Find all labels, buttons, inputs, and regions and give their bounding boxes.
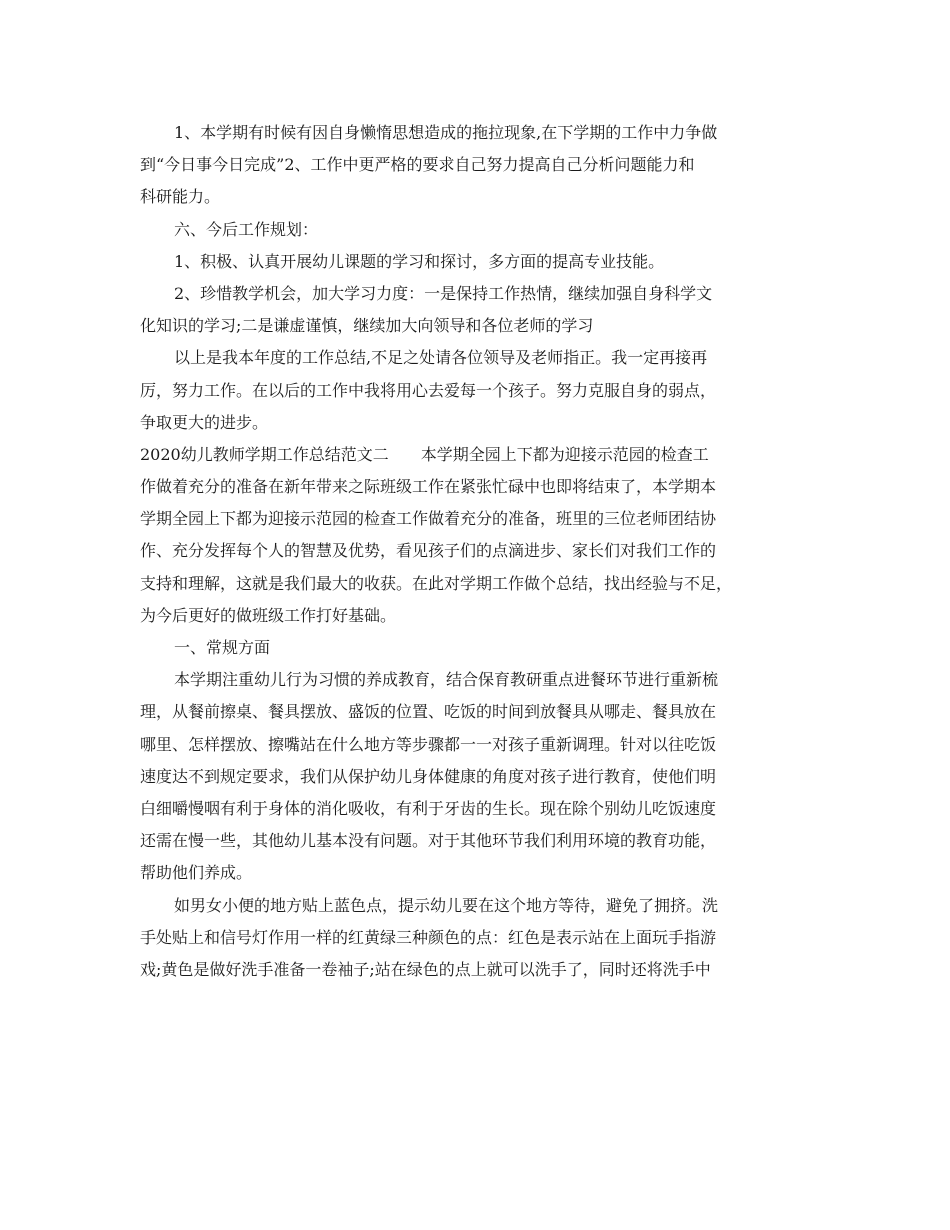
paragraph-line: 1、积极、认真开展幼儿课题的学习和探讨，多方面的提高专业技能。 xyxy=(174,251,665,271)
paragraph-line: 速度达不到规定要求，我们从保护幼儿身体健康的角度对孩子进行教育，使他们明 xyxy=(140,766,717,786)
paragraph-line: 哪里、怎样摆放、擦嘴站在什么地方等步骤都一一对孩子重新调理。针对以往吃饭 xyxy=(140,734,717,754)
paragraph-line: 支持和理解，这就是我们最大的收获。在此对学期工作做个总结，找出经验与不足， xyxy=(140,573,733,593)
paragraph-line: 2、珍惜教学机会，加大学习力度：一是保持工作热情，继续加强自身科学文 xyxy=(174,283,713,303)
paragraph-line: 帮助他们养成。 xyxy=(140,863,253,883)
paragraph-line: 白细嚼慢咽有利于身体的消化吸收，有利于牙齿的生长。现在除个别幼儿吃饭速度 xyxy=(140,798,717,818)
paragraph-line: 本学期注重幼儿行为习惯的养成教育，结合保育教研重点进餐环节进行重新梳 xyxy=(174,670,719,690)
paragraph-line: 厉，努力工作。在以后的工作中我将用心去爱每一个孩子。努力克服自身的弱点， xyxy=(140,380,717,400)
paragraph-line: 学期全园上下都为迎接示范园的检查工作做着充分的准备，班里的三位老师团结协 xyxy=(140,509,717,529)
paragraph-line: 到“今日事今日完成”2、工作中更严格的要求自己努力提高自己分析问题能力和 xyxy=(140,155,695,175)
paragraph-line: 戏;黄色是做好洗手准备一卷袖子;站在绿色的点上就可以洗手了，同时还将洗手中 xyxy=(140,959,711,979)
paragraph-line: 化知识的学习;二是谦虚谨慎，继续加大向领导和各位老师的学习 xyxy=(140,316,594,336)
paragraph-line: 为今后更好的做班级工作打好基础。 xyxy=(140,605,397,625)
paragraph-line: 如男女小便的地方贴上蓝色点，提示幼儿要在这个地方等待，避免了拥挤。洗 xyxy=(174,895,719,915)
paragraph-line: 手处贴上和信号灯作用一样的红黄绿三种颜色的点：红色是表示站在上面玩手指游 xyxy=(140,927,717,947)
paragraph-line: 1、本学期有时候有因自身懒惰思想造成的拖拉现象,在下学期的工作中力争做 xyxy=(174,123,718,142)
paragraph-line: 作做着充分的准备在新年带来之际班级工作在紧张忙碌中也即将结束了，本学期本 xyxy=(140,477,717,497)
paragraph-line: 争取更大的进步。 xyxy=(140,412,269,432)
paragraph-line: 2020幼儿教师学期工作总结范文二 本学期全园上下都为迎接示范园的检查工 xyxy=(140,444,709,464)
paragraph-line: 还需在慢一些，其他幼儿基本没有问题。对于其他环节我们利用环境的教育功能， xyxy=(140,831,717,851)
section-heading: 一、常规方面 xyxy=(174,638,271,657)
paragraph-line: 作、充分发挥每个人的智慧及优势，看见孩子们的点滴进步、家长们对我们工作的 xyxy=(140,541,717,561)
paragraph-line: 理，从餐前擦桌、餐具摆放、盛饭的位置、吃饭的时间到放餐具从哪走、餐具放在 xyxy=(140,702,717,722)
paragraph-line: 以上是我本年度的工作总结,不足之处请各位领导及老师指正。我一定再接再 xyxy=(174,348,708,368)
section-heading: 六、今后工作规划： xyxy=(174,219,319,239)
document-body xyxy=(140,117,820,986)
paragraph-line: 科研能力。 xyxy=(140,187,221,207)
